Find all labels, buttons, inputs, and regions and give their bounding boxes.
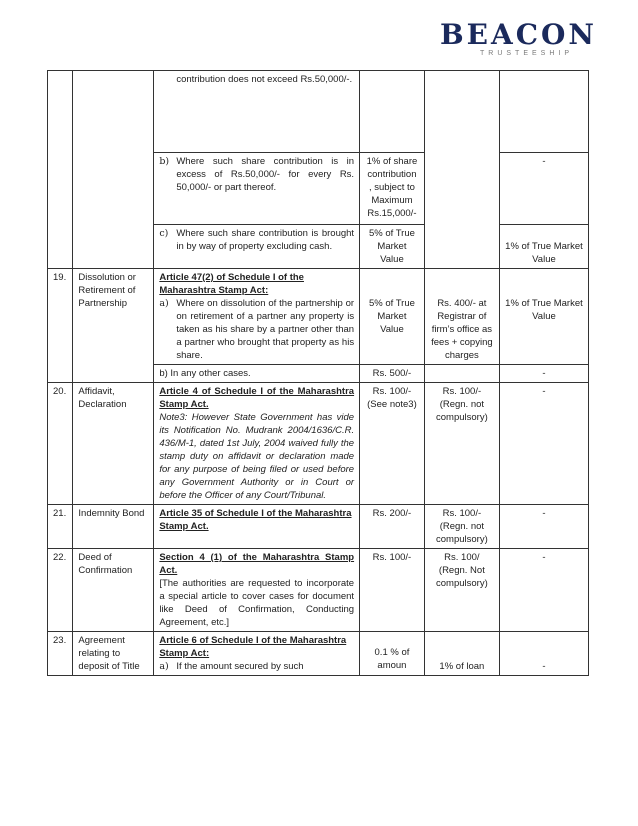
item-label: a) [159, 661, 169, 672]
table-row [48, 269, 589, 365]
registration-cell: 1% of loan [424, 632, 499, 676]
list-item [159, 155, 354, 194]
registration-cell: Rs. 100/- (Regn. not compulsory) [424, 505, 499, 549]
stamp-cell: - [499, 153, 588, 225]
stamp-cell: - [499, 549, 588, 632]
row-name: Indemnity Bond [73, 505, 154, 549]
stamp-cell: - [499, 365, 588, 383]
row-name: Dissolution or Retirement of Partnership [73, 269, 154, 383]
article-heading: Section 4 (1) of the Maharashtra Stamp Act. [159, 552, 355, 576]
registration-cell: Rs. 100/- (Regn. not compulsory) [424, 383, 499, 505]
duty-cell: 5% of True Market Value [360, 269, 425, 365]
list-item [159, 660, 354, 673]
stamp-duty-table [47, 70, 589, 676]
item-text: If the amount secured by such [176, 661, 304, 672]
cell-text: [The authorities are requested to incorporate a special article to cover cases for document like Deed of Confirmation, Conducting Agreement, etc.] [159, 578, 355, 628]
row-number: 19. [48, 269, 73, 383]
logo-tagline: TRUSTEESHIP [480, 50, 574, 57]
duty-cell: Rs. 200/- [360, 505, 425, 549]
row-name: Agreement relating to deposit of Title [73, 632, 154, 676]
list-item [159, 227, 354, 253]
row-number: 22. [48, 549, 73, 632]
article-heading: Article 47(2) of Schedule I of the Maharashtra Stamp Act: [159, 272, 304, 296]
stamp-cell: - [499, 505, 588, 549]
row-number: 20. [48, 383, 73, 505]
duty-cell: Rs. 100/- [360, 549, 425, 632]
item-text: Where such share contribution is brought in by way of property excluding cash. [176, 228, 355, 252]
row-name: Affidavit, Declaration [73, 383, 154, 505]
table-row [48, 383, 589, 505]
duty-cell: 0.1 % of amoun [360, 632, 425, 676]
article-heading: Article 4 of Schedule I of the Maharashtra Stamp Act. [159, 386, 355, 410]
item-label: b) [159, 156, 170, 167]
note-text: Note3: However State Government has vide its Notification No. Mudrank 2004/1636/C.R. 436/M-1, dated 1st July, 2004 waived fully the stamp duty on affidavit or declaration made for any purpose of being filed or used before any Government Authority or in Court or before the Officer of any Court/Tribunal. [159, 412, 355, 501]
logo-text: BEACON [440, 18, 598, 51]
cell-text: b) In any other cases. [154, 365, 360, 383]
list-item [159, 297, 354, 362]
duty-cell: Rs. 500/- [360, 365, 425, 383]
row-number: 21. [48, 505, 73, 549]
table-row [48, 505, 589, 549]
registration-cell: Rs. 100/ (Regn. Not compulsory) [424, 549, 499, 632]
article-heading: Article 35 of Schedule I of the Maharashtra Stamp Act. [154, 505, 360, 549]
article-heading: Article 6 of Schedule I of the Maharashtra Stamp Act: [159, 635, 347, 659]
registration-cell: Rs. 400/- at Registrar of firm’s office as fees + copying charges [424, 269, 499, 365]
row-name: Deed of Confirmation [73, 549, 154, 632]
duty-cell: 1% of share contribution , subject to Maximum Rs.15,000/- [360, 153, 425, 225]
table-row [48, 549, 589, 632]
table-row [48, 632, 589, 676]
item-text: Where such share contribution is in excess of Rs.50,000/- for every Rs. 50,000/- or part thereof. [176, 156, 355, 193]
item-label: a) [159, 298, 169, 309]
cell-text: contribution does not exceed Rs.50,000/-. [176, 74, 353, 85]
row-number: 23. [48, 632, 73, 676]
beacon-logo [440, 18, 598, 62]
duty-cell: 5% of True Market Value [360, 225, 425, 269]
stamp-cell: 1% of True Market Value [499, 225, 588, 269]
stamp-cell: - [499, 383, 588, 505]
item-label: c) [159, 228, 169, 239]
table-row [48, 71, 589, 153]
stamp-cell: - [499, 632, 588, 676]
item-text: Where on dissolution of the partnership or on retirement of a partner any property is taken as his share by a partner other than a partner who brought that property as his share. [176, 298, 355, 361]
stamp-cell: 1% of True Market Value [499, 269, 588, 365]
duty-cell: Rs. 100/- (See note3) [360, 383, 425, 505]
